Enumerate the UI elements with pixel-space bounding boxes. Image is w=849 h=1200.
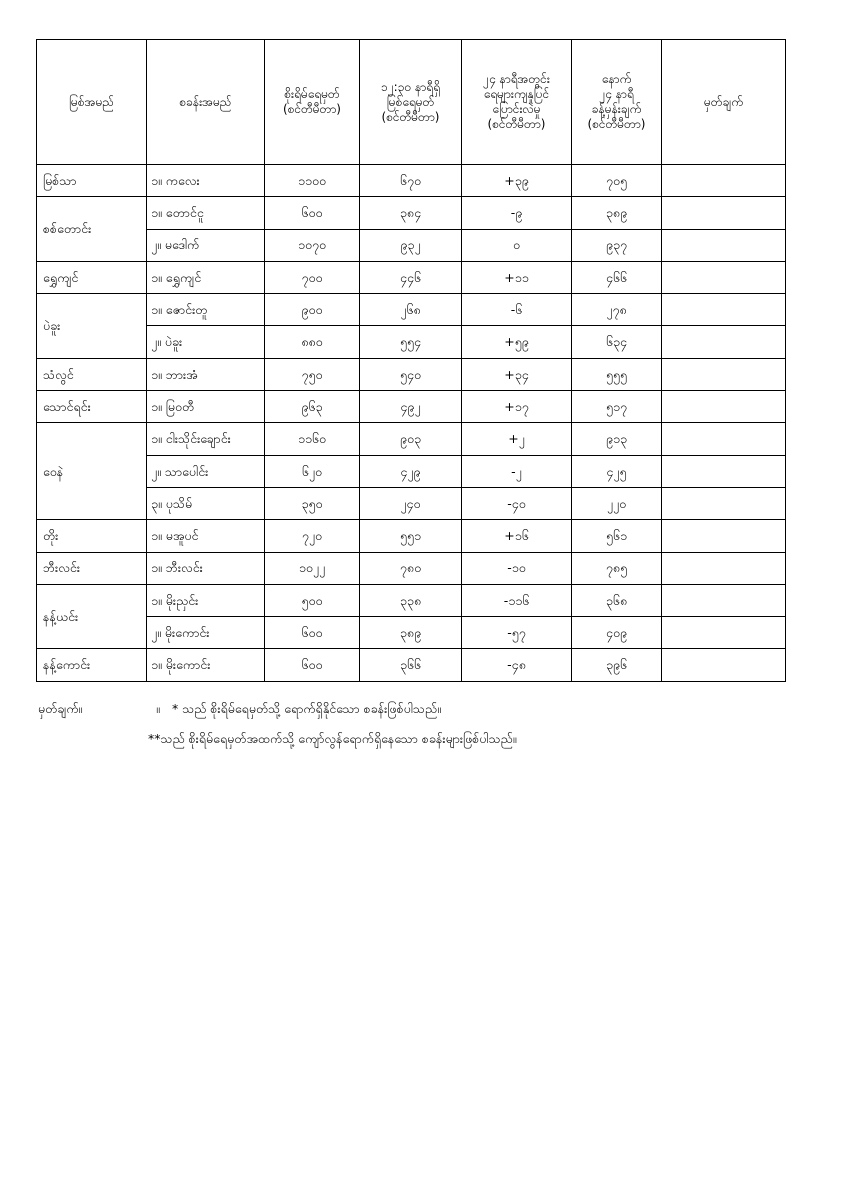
header-river-name — [37, 40, 147, 165]
table-row — [37, 294, 786, 326]
remark-cell — [662, 649, 786, 681]
river-name-cell: သောင်ရင်း — [37, 391, 147, 423]
remark-cell — [662, 617, 786, 649]
river-name-cell: ဝေနဲ — [37, 423, 147, 520]
header-line: ၂၄ နာရီအတွင်း — [483, 72, 550, 86]
remark-cell — [662, 197, 786, 229]
current-level-cell: ၄၉၂ — [360, 391, 462, 423]
note-single-star: * သည် စိုးရိမ်ရေမှတ်သို့ ရောက်ရှိနိုင်သော စခန်းဖြစ်ပါသည်။ — [172, 701, 441, 716]
danger-level-cell: ၇၂၀ — [265, 520, 360, 552]
header-line: (စင်တီမီတာ) — [587, 117, 646, 131]
table-body — [37, 165, 786, 682]
table-row — [37, 261, 786, 293]
current-level-cell: ၉၃၂ — [360, 229, 462, 261]
remark-cell — [662, 229, 786, 261]
current-level-cell: ၃၈၉ — [360, 617, 462, 649]
river-name-cell: ပဲခူး — [37, 294, 147, 359]
table-row — [37, 584, 786, 616]
station-name-cell: ၁။ ကလေး — [147, 165, 265, 197]
change-cell: -၁၁၆ — [462, 584, 572, 616]
forecast-cell: ၂၇၈ — [572, 294, 662, 326]
station-name-cell: ၂။ မဒေါက် — [147, 229, 265, 261]
table-row — [37, 229, 786, 261]
table-row — [37, 326, 786, 358]
forecast-cell: ၆၃၄ — [572, 326, 662, 358]
danger-level-cell: ၆၀၀ — [265, 649, 360, 681]
station-name-cell: ၁။ ဘီးလင်း — [147, 552, 265, 584]
remark-cell — [662, 165, 786, 197]
current-level-cell: ၄၂၉ — [360, 455, 462, 487]
forecast-cell: ၄၂၅ — [572, 455, 662, 487]
danger-level-cell: ၁၁၆၀ — [265, 423, 360, 455]
notes-separator: ။ — [156, 701, 160, 716]
current-level-cell: ၅၅၄ — [360, 326, 462, 358]
header-line: (စင်တီမီတာ) — [381, 109, 440, 124]
remark-cell — [662, 261, 786, 293]
remark-cell — [662, 584, 786, 616]
current-level-cell: ၃၈၄ — [360, 197, 462, 229]
current-level-cell: ၄၄၆ — [360, 261, 462, 293]
forecast-cell: ၂၂၀ — [572, 487, 662, 519]
station-name-cell: ၁။ မိုးညှင်း — [147, 584, 265, 616]
change-cell: -၉ — [462, 197, 572, 229]
danger-level-cell: ၅၀၀ — [265, 584, 360, 616]
danger-level-cell: ၁၀၂၂ — [265, 552, 360, 584]
remark-cell — [662, 487, 786, 519]
change-cell: -၄၈ — [462, 649, 572, 681]
header-line: စိုးရိမ်ရေမှတ် — [284, 87, 340, 101]
change-cell: +၁၇ — [462, 391, 572, 423]
notes-line — [38, 701, 818, 725]
forecast-cell: ၄၀၉ — [572, 617, 662, 649]
station-name-cell: ၁။ မြဝတီ — [147, 391, 265, 423]
header-forecast — [572, 40, 662, 165]
remark-cell — [662, 552, 786, 584]
change-cell: +၁၁ — [462, 261, 572, 293]
table-row — [37, 617, 786, 649]
station-name-cell: ၁။ တောင်ငူ — [147, 197, 265, 229]
station-name-cell: ၃။ ပုသိမ် — [147, 487, 265, 519]
current-level-cell: ၂၆၈ — [360, 294, 462, 326]
change-cell: -၁၀ — [462, 552, 572, 584]
table-row — [37, 197, 786, 229]
notes-section — [38, 701, 818, 746]
river-name-cell: နန့်ယင်း — [37, 584, 147, 649]
current-level-cell: ၃၆၆ — [360, 649, 462, 681]
danger-level-cell: ၇၀၀ — [265, 261, 360, 293]
danger-level-cell: ၁၀၇၀ — [265, 229, 360, 261]
header-current-level — [360, 40, 462, 165]
remark-cell — [662, 391, 786, 423]
header-line: (စင်တီမီတာ) — [487, 117, 546, 131]
danger-level-cell: ၈၈၀ — [265, 326, 360, 358]
station-name-cell: ၁။ ဘားအံ — [147, 358, 265, 390]
current-level-cell: ၉၀၃ — [360, 423, 462, 455]
header-line: (စင်တီမီတာ) — [283, 102, 341, 116]
forecast-cell: ၃၈၉ — [572, 197, 662, 229]
header-station-name — [147, 40, 265, 165]
forecast-cell: ၃၉၆ — [572, 649, 662, 681]
header-line: ပြောင်းလဲမှု — [492, 102, 541, 116]
forecast-cell: ၇၈၅ — [572, 552, 662, 584]
forecast-cell: ၅၅၅ — [572, 358, 662, 390]
river-name-cell: မြစ်သာ — [37, 165, 147, 197]
river-name-cell: နန့်ကောင်း — [37, 649, 147, 681]
forecast-cell: ၅၁၇ — [572, 391, 662, 423]
danger-level-cell: ၉၆၃ — [265, 391, 360, 423]
table-row — [37, 455, 786, 487]
header-line: ခန့်မှန်းချက် — [591, 102, 642, 116]
change-cell: +၃၄ — [462, 358, 572, 390]
danger-level-cell: ၉၀၀ — [265, 294, 360, 326]
current-level-cell: ၇၈၀ — [360, 552, 462, 584]
station-name-cell: ၂။ သာပေါင်း — [147, 455, 265, 487]
station-name-cell: ၁။ ငါးသိုင်းချောင်း — [147, 423, 265, 455]
change-cell: -၂ — [462, 455, 572, 487]
table-row — [37, 165, 786, 197]
change-cell: +၃၉ — [462, 165, 572, 197]
change-cell: +၁၆ — [462, 520, 572, 552]
danger-level-cell: ၃၅၀ — [265, 487, 360, 519]
danger-level-cell: ၇၅၀ — [265, 358, 360, 390]
header-remarks — [662, 40, 786, 165]
station-name-cell: ၂။ မိုးကောင်း — [147, 617, 265, 649]
notes-label: မှတ်ချက်။ — [38, 701, 83, 716]
change-cell: ၀ — [462, 229, 572, 261]
change-cell: -၄၀ — [462, 487, 572, 519]
station-name-cell: ၁။ ဇောင်းတူ — [147, 294, 265, 326]
remark-cell — [662, 423, 786, 455]
current-level-cell: ၂၄၀ — [360, 487, 462, 519]
danger-level-cell: ၆၂၀ — [265, 455, 360, 487]
river-name-cell: သံလွင် — [37, 358, 147, 390]
forecast-cell: ၃၆၈ — [572, 584, 662, 616]
header-line: ၂၄ နာရီ — [599, 87, 634, 101]
danger-level-cell: ၁၁၀၀ — [265, 165, 360, 197]
station-name-cell: ၁။ မအူပင် — [147, 520, 265, 552]
table-row — [37, 423, 786, 455]
table-header-row — [37, 40, 786, 165]
station-name-cell: ၂။ ပဲခူး — [147, 326, 265, 358]
change-cell: +၅၉ — [462, 326, 572, 358]
forecast-cell: ၅၆၁ — [572, 520, 662, 552]
header-line: ရေများကျနှုပြင် — [483, 87, 550, 101]
change-cell: -၅၇ — [462, 617, 572, 649]
current-level-cell: ၃၃၈ — [360, 584, 462, 616]
current-level-cell: ၅၅၁ — [360, 520, 462, 552]
change-cell: -၆ — [462, 294, 572, 326]
river-name-cell: စစ်တောင်း — [37, 197, 147, 262]
table-row — [37, 358, 786, 390]
table-row — [37, 487, 786, 519]
danger-level-cell: ၆၀၀ — [265, 197, 360, 229]
forecast-cell: ၉၃၇ — [572, 229, 662, 261]
table-row — [37, 649, 786, 681]
station-name-cell: ၁။ မိုးကောင်း — [147, 649, 265, 681]
river-name-cell: တိုး — [37, 520, 147, 552]
current-level-cell: ၆၇၀ — [360, 165, 462, 197]
header-line: မြစ်အမည် — [68, 94, 115, 109]
remark-cell — [662, 294, 786, 326]
header-24h-change — [462, 40, 572, 165]
danger-level-cell: ၆၀၀ — [265, 617, 360, 649]
station-name-cell: ၁။ ရွှေကျင် — [147, 261, 265, 293]
river-name-cell: ဘီးလင်း — [37, 552, 147, 584]
remark-cell — [662, 358, 786, 390]
current-level-cell: ၅၄၀ — [360, 358, 462, 390]
header-line: မှတ်ချက် — [704, 94, 743, 109]
river-name-cell: ရွှေကျင် — [37, 261, 147, 293]
remark-cell — [662, 520, 786, 552]
change-cell: +၂ — [462, 423, 572, 455]
header-line: ၁၂:၃၀ နာရီရှိ — [381, 79, 440, 94]
table-row — [37, 552, 786, 584]
forecast-cell: ၇၀၅ — [572, 165, 662, 197]
remark-cell — [662, 326, 786, 358]
header-line: စခန်းအမည် — [179, 94, 232, 109]
table-row — [37, 520, 786, 552]
forecast-cell: ၉၁၃ — [572, 423, 662, 455]
header-line: နောက် — [601, 72, 632, 86]
river-level-table — [36, 39, 786, 682]
forecast-cell: ၄၆၆ — [572, 261, 662, 293]
table-row — [37, 391, 786, 423]
header-danger-level — [265, 40, 360, 165]
remark-cell — [662, 455, 786, 487]
note-double-star: **သည် စိုးရိမ်ရေမှတ်အထက်သို့ ကျော်လွန်ရောက်ရှိနေသော စခန်းများဖြစ်ပါသည်။ — [148, 731, 517, 746]
header-line: မြစ်ရေမှတ် — [386, 94, 435, 109]
